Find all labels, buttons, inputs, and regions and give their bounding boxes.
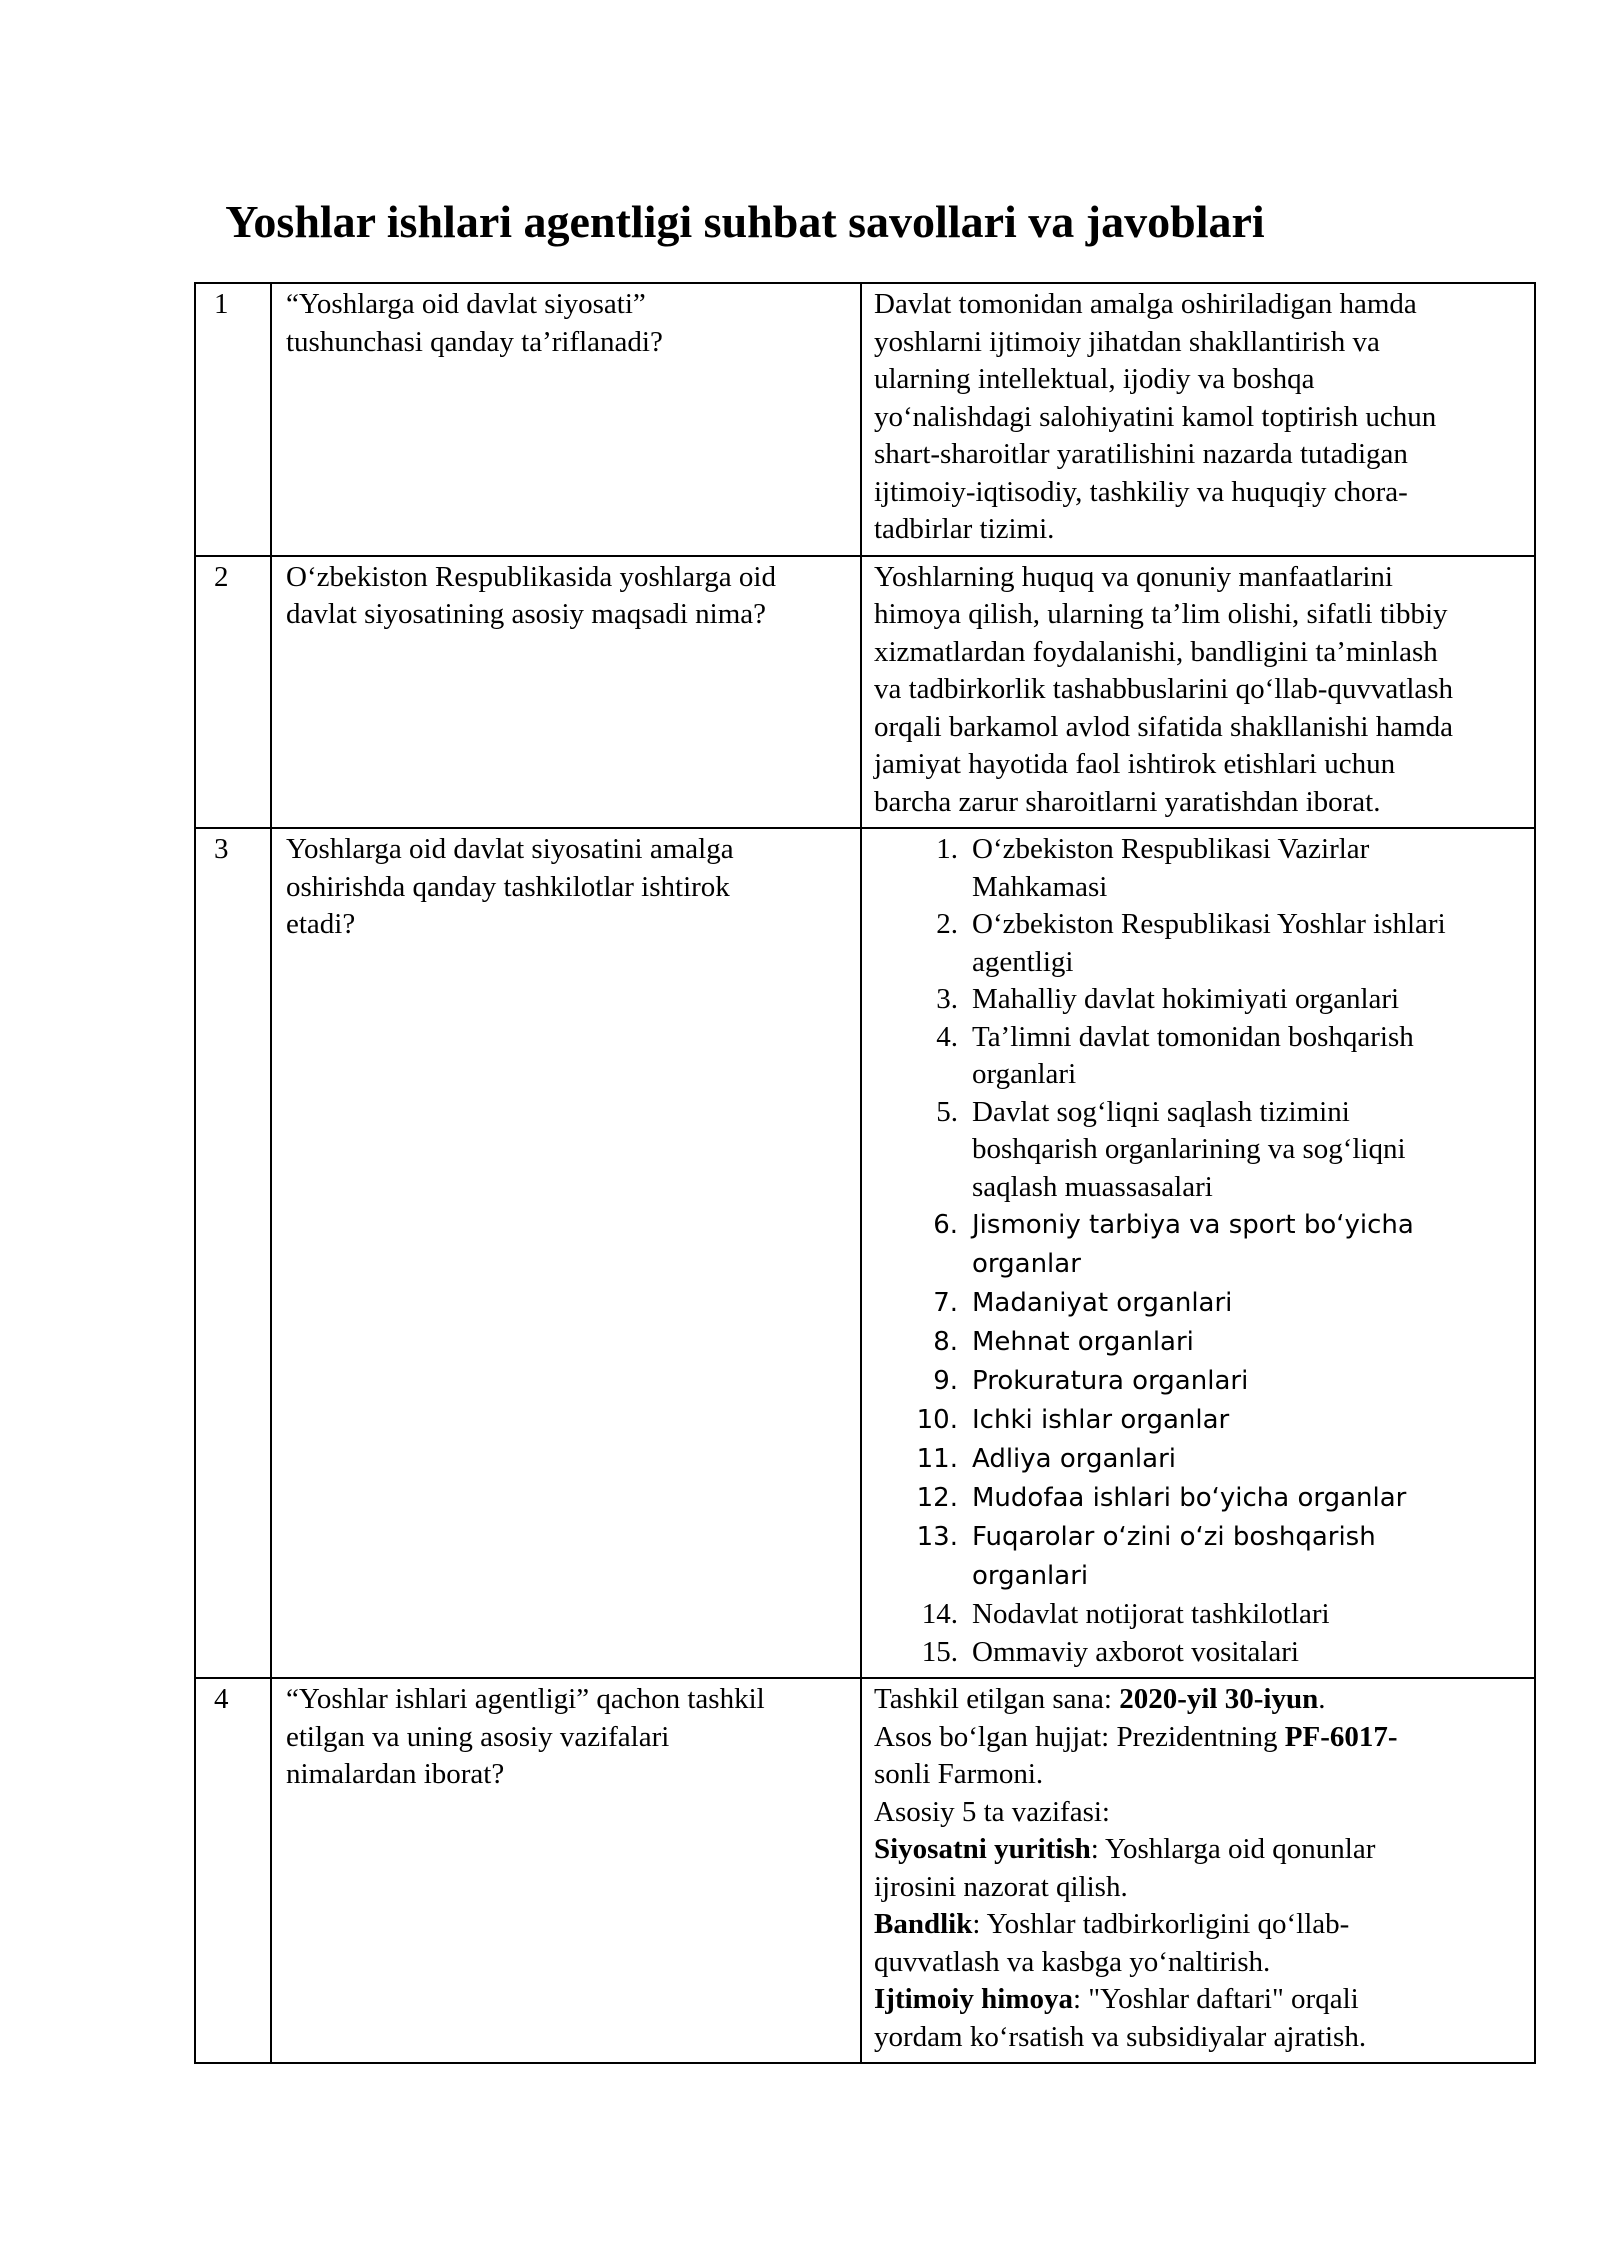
question-line: O‘zbekiston Respublikasida yoshlarga oid	[286, 560, 776, 593]
list-number: 8.	[933, 1327, 958, 1357]
answer-line: orqali barkamol avlod sifatida shakllanishi hamda	[874, 710, 1454, 743]
list-number: 7.	[933, 1288, 958, 1318]
list-item-text: Madaniyat organlari	[972, 1288, 1233, 1318]
list-item	[874, 906, 1524, 981]
list-item	[874, 831, 1524, 906]
row-number: 4	[195, 1678, 271, 2063]
answer-line: ularning intellektual, ijodiy va boshqa	[874, 363, 1315, 395]
qa-table	[194, 282, 1536, 2064]
list-number: 5.	[936, 1095, 958, 1128]
list-item-text: organlari	[972, 1058, 1077, 1090]
question-line: “Yoshlar ishlari agentligi” qachon tashkil	[286, 1683, 765, 1715]
list-item	[874, 1518, 1524, 1596]
list-item-text: Nodavlat notijorat tashkilotlari	[972, 1598, 1330, 1630]
list-item	[874, 981, 1524, 1019]
task-text: : Yoshlar tadbirkorligini qo‘llab-	[972, 1908, 1350, 1940]
list-number: 3.	[936, 983, 958, 1015]
question-line: “Yoshlarga oid davlat siyosati”	[286, 288, 646, 320]
question-cell	[271, 1678, 861, 2063]
list-item-text: Prokuratura organlari	[972, 1366, 1249, 1396]
list-item	[874, 1479, 1524, 1518]
document-title: Yoshlar ishlari agentligi suhbat savollari va javoblari	[225, 196, 1265, 247]
task-text: : "Yoshlar daftari" orqali	[1072, 1983, 1359, 2015]
list-item-text: Adliya organlari	[972, 1444, 1176, 1474]
question-cell	[271, 556, 861, 829]
answer-line: yoshlarni ijtimoiy jihatdan shakllantirish va	[874, 325, 1380, 358]
list-item	[874, 1401, 1524, 1440]
list-number: 1.	[936, 833, 958, 865]
answer-line: yo‘nalishdagi salohiyatini kamol toptirish uchun	[874, 400, 1437, 433]
list-item-text: O‘zbekiston Respublikasi Yoshlar ishlari	[972, 908, 1446, 940]
list-item	[874, 1634, 1524, 1672]
founding-date-line	[874, 1681, 1524, 1719]
answer-cell	[861, 828, 1535, 1678]
answer-cell	[861, 283, 1535, 556]
row-number: 1	[195, 283, 271, 556]
list-number: 2.	[936, 908, 958, 940]
list-item-text: saqlash muassasalari	[972, 1170, 1213, 1203]
list-item-text: Mahalliy davlat hokimiyati organlari	[972, 983, 1400, 1015]
question-cell	[271, 283, 861, 556]
table-row	[195, 283, 1535, 556]
list-item-text: Mudofaa ishlari bo‘yicha organlar	[972, 1483, 1407, 1513]
answer-line: himoya qilish, ularning ta’lim olishi, sifatli tibbiy	[874, 598, 1448, 630]
task-text: ijrosini nazorat qilish.	[874, 1870, 1128, 1903]
task-line	[874, 1981, 1524, 2019]
list-item	[874, 1094, 1524, 1207]
list-item	[874, 1019, 1524, 1094]
task-title: Bandlik	[874, 1908, 973, 1940]
answer-line: shart-sharoitlar yaratilishini nazarda tutadigan	[874, 438, 1408, 470]
list-item-text: Davlat sog‘liqni saqlash tizimini	[972, 1095, 1350, 1128]
list-item	[874, 1440, 1524, 1479]
list-item	[874, 1284, 1524, 1323]
list-item-text: Mahkamasi	[972, 870, 1108, 903]
table-row	[195, 1678, 1535, 2063]
list-number: 11.	[916, 1444, 958, 1474]
question-line: nimalardan iborat?	[286, 1758, 505, 1790]
basis-label: Asos bo‘lgan hujjat: Prezidentning	[874, 1720, 1285, 1753]
task-title: Siyosatni yuritish	[874, 1833, 1091, 1865]
list-item	[874, 1323, 1524, 1362]
question-line: Yoshlarga oid davlat siyosatini amalga	[286, 833, 734, 865]
answer-line: jamiyat hayotida faol ishtirok etishlari uchun	[874, 748, 1396, 780]
basis-value: PF-6017-	[1284, 1720, 1398, 1753]
organizations-list	[874, 831, 1524, 1671]
answer-cell	[861, 556, 1535, 829]
tasks-heading: Asosiy 5 ta vazifasi:	[874, 1795, 1110, 1828]
founding-date-period: .	[1318, 1683, 1326, 1715]
task-line	[874, 1906, 1524, 1944]
answer-line: Yoshlarning huquq va qonuniy manfaatlarini	[874, 560, 1393, 593]
task-text: quvvatlash va kasbga yo‘naltirish.	[874, 1945, 1271, 1978]
answer-line: ijtimoiy-iqtisodiy, tashkiliy va huquqiy chora-	[874, 475, 1408, 508]
list-item-text: Ichki ishlar organlar	[972, 1405, 1230, 1435]
list-number: 13.	[916, 1522, 958, 1552]
list-item-text: Jismoniy tarbiya va sport bo‘yicha	[972, 1210, 1414, 1240]
list-item	[874, 1596, 1524, 1634]
answer-line: Davlat tomonidan amalga oshiriladigan hamda	[874, 288, 1417, 320]
answer-cell	[861, 1678, 1535, 2063]
list-item-text: Fuqarolar o‘zini o‘zi boshqarish	[972, 1522, 1376, 1552]
basis-continuation: sonli Farmoni.	[874, 1758, 1044, 1790]
founding-date-label: Tashkil etilgan sana:	[874, 1683, 1120, 1715]
task-title: Ijtimoiy himoya	[874, 1983, 1073, 2015]
answer-line: barcha zarur sharoitlarni yaratishdan iborat.	[874, 785, 1381, 818]
row-number: 2	[195, 556, 271, 829]
list-item-text: agentligi	[972, 945, 1074, 978]
list-item-text: organlari	[972, 1561, 1089, 1591]
list-item	[874, 1362, 1524, 1401]
list-item	[874, 1206, 1524, 1284]
task-line	[874, 1831, 1524, 1869]
table-row	[195, 556, 1535, 829]
list-item-text: organlar	[972, 1249, 1081, 1279]
list-item-text: O‘zbekiston Respublikasi Vazirlar	[972, 833, 1370, 865]
question-line: oshirishda qanday tashkilotlar ishtirok	[286, 870, 730, 903]
list-number: 9.	[933, 1366, 958, 1396]
question-line: davlat siyosatining asosiy maqsadi nima?	[286, 598, 767, 630]
list-item-text: Ommaviy axborot vositalari	[972, 1635, 1299, 1668]
question-line: etilgan va uning asosiy vazifalari	[286, 1720, 670, 1753]
answer-line: xizmatlardan foydalanishi, bandligini ta’minlash	[874, 635, 1438, 668]
list-number: 14.	[921, 1598, 958, 1630]
question-line: etadi?	[286, 908, 356, 940]
table-row	[195, 828, 1535, 1678]
basis-line	[874, 1719, 1524, 1757]
list-item-text: Ta’limni davlat tomonidan boshqarish	[972, 1020, 1414, 1053]
list-number: 10.	[916, 1405, 958, 1435]
list-item-text: Mehnat organlari	[972, 1327, 1194, 1357]
list-number: 15.	[921, 1635, 958, 1668]
list-number: 12.	[916, 1483, 958, 1513]
list-number: 4.	[936, 1020, 958, 1053]
list-number: 6.	[933, 1210, 958, 1240]
answer-line: va tadbirkorlik tashabbuslarini qo‘llab-quvvatlash	[874, 673, 1454, 705]
task-text: : Yoshlarga oid qonunlar	[1090, 1833, 1376, 1865]
question-cell	[271, 828, 861, 1678]
row-number: 3	[195, 828, 271, 1678]
answer-line: tadbirlar tizimi.	[874, 513, 1055, 545]
founding-date-value: 2020-yil 30-iyun	[1119, 1683, 1319, 1715]
task-text: yordam ko‘rsatish va subsidiyalar ajratish.	[874, 2020, 1367, 2053]
question-line: tushunchasi qanday ta’riflanadi?	[286, 325, 663, 358]
list-item-text: boshqarish organlarining va sog‘liqni	[972, 1133, 1406, 1165]
